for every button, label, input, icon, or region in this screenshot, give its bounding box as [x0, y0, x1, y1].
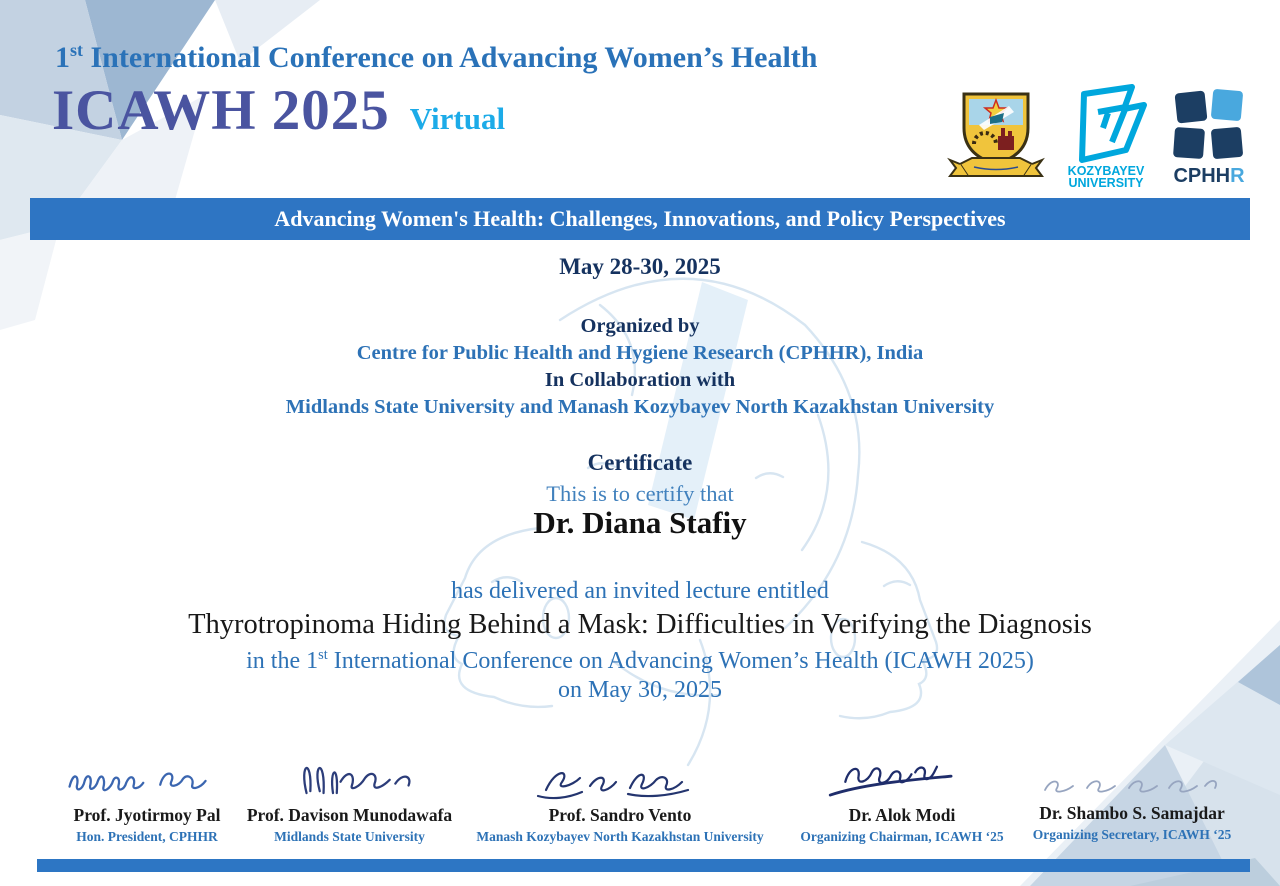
signatory-name: Prof. Jyotirmoy Pal	[73, 805, 221, 825]
signatory-name: Prof. Davison Munodawafa	[246, 805, 453, 825]
title-number: 1	[55, 41, 70, 74]
action-line: has delivered an invited lecture entitled	[451, 578, 829, 604]
cphhr-text-dark: CPHH	[1173, 165, 1231, 187]
signatory-title: Hon. President, CPHHR	[76, 829, 218, 844]
university-crest-icon	[946, 84, 1046, 188]
certificate-label: Certificate	[587, 450, 693, 475]
signature-alok-modi-icon	[817, 754, 987, 804]
collaboration-label: In Collaboration with	[544, 369, 736, 391]
signatory-title: Midlands State University	[274, 829, 425, 844]
conference-acronym: ICAWH 2025	[52, 79, 390, 142]
signature-jyotirmoy-pal-icon	[62, 756, 232, 804]
recipient-name: Dr. Diana Stafiy	[533, 505, 747, 540]
conference-dates: May 28-30, 2025	[559, 254, 721, 279]
title-text: International Conference on Advancing Women’s Health	[83, 41, 818, 74]
conference-line	[0, 647, 1280, 676]
certify-line: This is to certify that	[546, 481, 734, 506]
bottom-accent-bar	[37, 859, 1250, 872]
kozybayev-logo-text-1: KOZYBAYEV	[1067, 164, 1145, 178]
title-ordinal: st	[70, 40, 83, 60]
cphhr-logo-text	[1173, 165, 1245, 187]
conference-line-rest: International Conference on Advancing Women’s Health (ICAWH 2025)	[327, 648, 1034, 674]
conference-title	[55, 40, 817, 75]
signatory-title: Organizing Secretary, ICAWH ‘25	[1032, 827, 1232, 842]
kozybayev-logo-text-2: UNIVERSITY	[1068, 176, 1144, 188]
signatory-block-4	[788, 754, 1016, 845]
cphhr-icon	[1166, 84, 1252, 188]
logo-row	[946, 84, 1252, 188]
signatory-block-1	[38, 756, 256, 845]
acronym-row	[52, 79, 506, 142]
lecture-title: Thyrotropinoma Hiding Behind a Mask: Difficulties in Verifying the Diagnosis	[188, 609, 1092, 640]
theme-banner	[30, 198, 1250, 240]
conference-line-ordinal: st	[318, 647, 328, 663]
kozybayev-university-icon	[1060, 84, 1152, 188]
cphhr-text-light: R	[1230, 165, 1245, 187]
signatory-name: Dr. Alok Modi	[848, 805, 956, 825]
organized-by-label: Organized by	[580, 315, 700, 337]
signature-davison-munodawafa-icon	[265, 750, 435, 804]
lecture-date-line: on May 30, 2025	[558, 677, 722, 703]
signatory-title: Organizing Chairman, ICAWH ‘25	[800, 829, 1004, 844]
signatory-name: Dr. Shambo S. Samajdar	[1039, 803, 1225, 823]
signatory-title: Manash Kozybayev North Kazakhstan University	[476, 829, 764, 844]
signature-shambo-samajdar-icon	[1037, 768, 1227, 802]
theme-banner-text: Advancing Women's Health: Challenges, Innovations, and Policy Perspectives	[274, 206, 1006, 231]
conference-line-pre: in the 1	[246, 648, 319, 674]
signatory-block-5	[1012, 768, 1252, 843]
signatory-block-3	[455, 760, 785, 845]
organizer-name: Centre for Public Health and Hygiene Research (CPHHR), India	[356, 342, 924, 364]
signatory-name: Prof. Sandro Vento	[548, 805, 692, 825]
signatory-block-2	[242, 750, 457, 845]
conference-mode: Virtual	[409, 101, 506, 136]
signature-sandro-vento-icon	[530, 760, 710, 804]
collaborators: Midlands State University and Manash Kozybayev North Kazakhstan University	[285, 396, 995, 418]
